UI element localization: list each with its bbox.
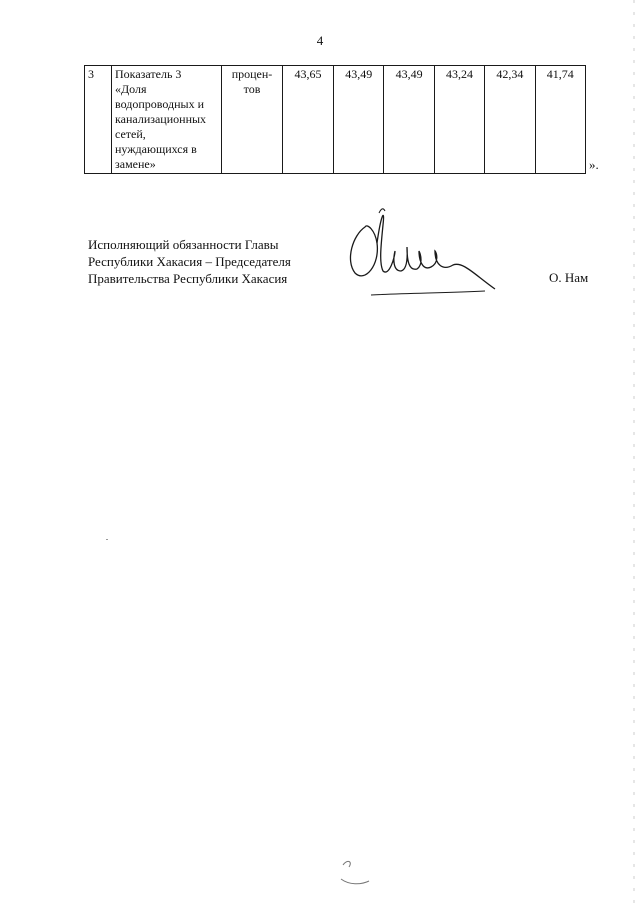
indicator-name-line: Показатель 3: [115, 67, 182, 81]
indicator-name-line: канализационных: [115, 112, 207, 126]
closing-quote: ».: [589, 157, 599, 172]
signatory-title: [88, 236, 291, 287]
signatory-name: О. Нам: [549, 270, 589, 285]
value-cell: 43,24: [434, 66, 484, 174]
indicator-name-line: сетей,: [115, 127, 146, 141]
indicator-name-cell: [112, 66, 222, 174]
indicator-table: [84, 65, 586, 174]
value-cell: 43,49: [334, 66, 384, 174]
indicator-name-line: замене»: [115, 157, 156, 171]
unit-line: процен-: [231, 67, 273, 81]
signatory-title-line: Правительства Республики Хакасия: [88, 271, 288, 286]
value-cell: 43,65: [283, 66, 334, 174]
value-cell: 42,34: [485, 66, 535, 174]
signatory-title-line: Исполняющий обязанности Главы: [88, 237, 279, 252]
signatory-title-line: Республики Хакасия – Председателя: [88, 254, 291, 269]
stray-pen-mark: [335, 855, 375, 890]
value-cell: 43,49: [384, 66, 434, 174]
unit-cell: [222, 66, 283, 174]
page-number: 4: [316, 33, 324, 48]
table-row: [85, 66, 586, 174]
scan-edge-mark: [632, 0, 636, 905]
indicator-name-line: «Доля: [115, 82, 147, 96]
stray-dot: [106, 539, 108, 540]
unit-line: тов: [243, 82, 261, 96]
indicator-name-line: водопроводных и: [115, 97, 205, 111]
row-number-cell: 3: [85, 66, 112, 174]
indicator-name-line: нуждающихся в: [115, 142, 197, 156]
handwritten-signature: [335, 205, 505, 310]
value-cell: 41,74: [535, 66, 585, 174]
